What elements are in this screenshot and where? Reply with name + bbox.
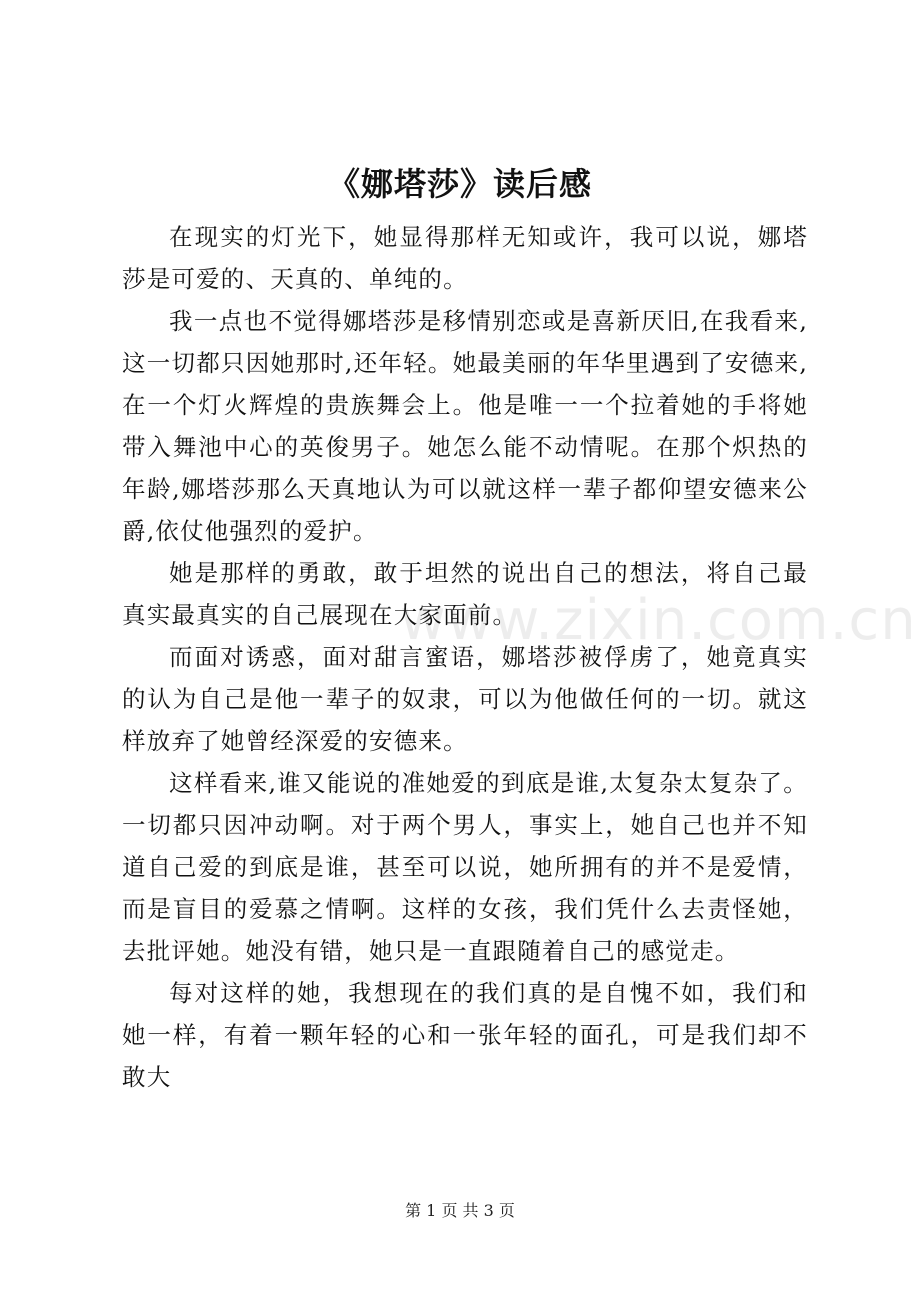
paragraph: 而面对诱惑，面对甜言蜜语，娜塔莎被俘虏了，她竟真实的认为自己是他一辈子的奴隶，可以为他做任何的一切。就这样放弃了她曾经深爱的安德来。 [122,643,808,755]
watermark: www.zixin.com.cn [400,588,917,653]
paragraph: 她是那样的勇敢，敢于坦然的说出自己的想法，将自己最真实最真实的自己展现在大家面前。 [122,559,808,629]
paragraph: 在现实的灯光下，她显得那样无知或许，我可以说，娜塔莎是可爱的、天真的、单纯的。 [122,223,808,293]
document-body [122,216,808,1098]
page-footer: 第 1 页 共 3 页 [405,1201,515,1220]
paragraph: 每对这样的她，我想现在的我们真的是自愧不如，我们和她一样，有着一颗年轻的心和一张年轻的面孔，可是我们却不敢大 [122,979,808,1091]
paragraph: 这样看来,谁又能说的准她爱的到底是谁,太复杂太复杂了。一切都只因冲动啊。对于两个男人，事实上，她自己也并不知道自己爱的到底是谁，甚至可以说，她所拥有的并不是爱情，而是盲目的爱慕之情啊。这样的女孩，我们凭什么去责怪她，去批评她。她没有错，她只是一直跟随着自己的感觉走。 [122,769,808,965]
paragraph: 我一点也不觉得娜塔莎是移情别恋或是喜新厌旧,在我看来,这一切都只因她那时,还年轻。她最美丽的年华里遇到了安德来,在一个灯火辉煌的贵族舞会上。他是唯一一个拉着她的手将她带入舞池中心的英俊男子。她怎么能不动情呢。在那个炽热的年龄,娜塔莎那么天真地认为可以就这样一辈子都仰望安德来公爵,依仗他强烈的爱护。 [122,307,808,545]
document-title: 《娜塔莎》读后感 [327,165,592,203]
